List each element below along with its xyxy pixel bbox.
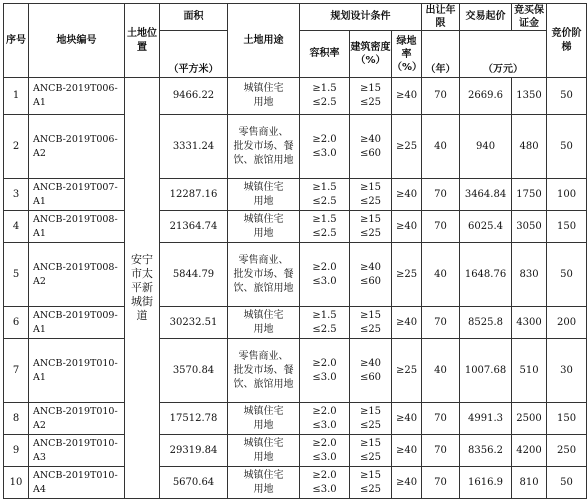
cell-seq: 8	[4, 403, 29, 435]
cell-green: ≥40	[392, 211, 422, 243]
cell-use	[228, 179, 300, 211]
header-area: 面积	[160, 4, 228, 31]
cell-density-line: ≥40	[359, 261, 382, 273]
cell-far	[300, 307, 350, 339]
cell-far	[300, 467, 350, 499]
cell-green: ≥40	[392, 307, 422, 339]
cell-use-line: 城镇住宅	[243, 181, 284, 193]
cell-seq: 3	[4, 179, 29, 211]
cell-density-line: ≥40	[359, 357, 382, 369]
cell-seq: 1	[4, 78, 29, 115]
header-code: 地块编号	[29, 4, 125, 78]
header-density-label: 建筑密度	[350, 42, 391, 53]
cell-deposit: 4200	[512, 435, 547, 467]
cell-use-line: 城镇住宅	[243, 469, 284, 481]
header-price-unit: （万元）	[460, 31, 547, 78]
cell-years: 70	[422, 307, 460, 339]
cell-green: ≥40	[392, 435, 422, 467]
cell-density-line: ≤25	[359, 97, 382, 108]
cell-far	[300, 115, 350, 179]
cell-far-line: ≥1.5	[312, 181, 337, 193]
cell-seq: 5	[4, 243, 29, 307]
land-auction-table-wrapper	[3, 3, 587, 499]
cell-step: 200	[547, 307, 587, 339]
cell-density-line: ≤60	[359, 371, 382, 383]
cell-step: 50	[547, 467, 587, 499]
table-row	[4, 339, 587, 403]
cell-step: 100	[547, 179, 587, 211]
cell-far-line: ≥2.0	[312, 357, 337, 369]
cell-far-line: ≤3.0	[312, 451, 337, 463]
cell-step: 30	[547, 339, 587, 403]
cell-far-line: ≥1.5	[312, 213, 337, 225]
cell-deposit: 480	[512, 115, 547, 179]
cell-density	[350, 211, 392, 243]
cell-start-price: 1007.68	[460, 339, 512, 403]
cell-deposit: 3050	[512, 211, 547, 243]
cell-use-line: 饮、旅馆用地	[233, 154, 294, 166]
cell-density-line: ≥15	[359, 83, 382, 94]
cell-far-line: ≤3.0	[312, 483, 337, 495]
cell-years: 70	[422, 403, 460, 435]
header-green-label: 绿地率	[396, 35, 417, 60]
header-plan: 规划设计条件	[300, 4, 422, 31]
table-body	[4, 78, 587, 499]
cell-density-line: ≥15	[359, 309, 382, 321]
table-row	[4, 211, 587, 243]
cell-use-line: 城镇住宅	[243, 437, 284, 449]
cell-location-line: 平新	[131, 281, 153, 294]
cell-density-line: ≤25	[359, 483, 382, 495]
cell-location-line: 城街	[131, 295, 153, 308]
header-far: 容积率	[300, 31, 350, 78]
cell-area: 5670.64	[160, 467, 228, 499]
cell-area: 3570.84	[160, 339, 228, 403]
cell-density-line: ≤60	[359, 275, 382, 287]
cell-use-line: 批发市场、餐	[233, 140, 294, 152]
cell-density-line: ≥15	[359, 213, 382, 225]
cell-seq: 10	[4, 467, 29, 499]
cell-far	[300, 211, 350, 243]
cell-code: ANCB-2019T010-A3	[29, 435, 125, 467]
cell-far	[300, 243, 350, 307]
cell-far-line: ≤3.0	[312, 419, 337, 431]
cell-far	[300, 339, 350, 403]
cell-use-line: 用地	[253, 451, 274, 463]
cell-density	[350, 339, 392, 403]
cell-area: 21364.74	[160, 211, 228, 243]
table-row	[4, 403, 587, 435]
cell-code: ANCB-2019T010-A1	[29, 339, 125, 403]
cell-use-line: 用地	[253, 483, 274, 495]
cell-area: 12287.16	[160, 179, 228, 211]
cell-code: ANCB-2019T008-A2	[29, 243, 125, 307]
header-density	[350, 31, 392, 78]
cell-green: ≥40	[392, 179, 422, 211]
cell-green: ≥25	[392, 243, 422, 307]
cell-use-line: 用地	[253, 419, 274, 431]
cell-code: ANCB-2019T006-A2	[29, 115, 125, 179]
header-seq: 序号	[4, 4, 29, 78]
header-years-unit: （年）	[422, 31, 460, 78]
cell-code: ANCB-2019T010-A4	[29, 467, 125, 499]
cell-step: 50	[547, 243, 587, 307]
table-row	[4, 467, 587, 499]
header-start-price: 交易起价	[460, 4, 512, 31]
cell-far-line: ≥1.5	[312, 83, 337, 94]
cell-density-line: ≤25	[359, 419, 382, 431]
cell-use	[228, 467, 300, 499]
cell-location	[125, 78, 160, 499]
cell-code: ANCB-2019T006-A1	[29, 78, 125, 115]
cell-code: ANCB-2019T009-A1	[29, 307, 125, 339]
cell-far-line: ≥2.0	[312, 133, 337, 145]
cell-use	[228, 307, 300, 339]
cell-location-line: 安宁	[131, 253, 153, 266]
cell-step: 50	[547, 115, 587, 179]
cell-code: ANCB-2019T007-A1	[29, 179, 125, 211]
cell-use-line: 批发市场、餐	[233, 268, 294, 280]
cell-density	[350, 467, 392, 499]
cell-seq: 6	[4, 307, 29, 339]
cell-far-line: ≥2.0	[312, 405, 337, 417]
header-location: 土地位置	[125, 4, 160, 78]
cell-use-line: 城镇住宅	[243, 405, 284, 417]
cell-green: ≥40	[392, 403, 422, 435]
cell-use-line: 零售商业、	[238, 350, 289, 362]
header-density-unit: （%）	[355, 55, 386, 66]
cell-far	[300, 179, 350, 211]
cell-density	[350, 78, 392, 115]
cell-deposit: 4300	[512, 307, 547, 339]
cell-use-line: 城镇住宅	[243, 213, 284, 225]
cell-density-line: ≤60	[359, 147, 382, 159]
cell-green: ≥25	[392, 339, 422, 403]
cell-density-line: ≥15	[359, 181, 382, 193]
table-header	[4, 4, 587, 78]
cell-seq: 4	[4, 211, 29, 243]
table-row	[4, 243, 587, 307]
cell-deposit: 510	[512, 339, 547, 403]
cell-start-price: 3464.84	[460, 179, 512, 211]
header-years: 出让年限	[422, 4, 460, 31]
cell-use	[228, 435, 300, 467]
cell-far-line: ≤3.0	[312, 275, 337, 287]
cell-green: ≥25	[392, 115, 422, 179]
cell-green: ≥40	[392, 467, 422, 499]
cell-use	[228, 115, 300, 179]
cell-years: 70	[422, 179, 460, 211]
cell-far-line: ≤3.0	[312, 147, 337, 159]
header-area-unit: （平方米）	[160, 31, 228, 78]
cell-start-price: 940	[460, 115, 512, 179]
cell-far-line: ≤2.5	[312, 227, 337, 239]
cell-use-line: 零售商业、	[238, 126, 289, 138]
cell-use-line: 饮、旅馆用地	[233, 378, 294, 390]
cell-start-price: 4991.3	[460, 403, 512, 435]
cell-years: 70	[422, 211, 460, 243]
cell-years: 40	[422, 115, 460, 179]
cell-years: 70	[422, 78, 460, 115]
cell-use	[228, 211, 300, 243]
cell-years: 70	[422, 467, 460, 499]
cell-use	[228, 243, 300, 307]
cell-start-price: 1616.9	[460, 467, 512, 499]
header-use: 土地用途	[228, 4, 300, 78]
table-row	[4, 179, 587, 211]
cell-use-line: 用地	[253, 323, 274, 335]
cell-start-price: 2669.6	[460, 78, 512, 115]
cell-use-line: 用地	[253, 97, 274, 108]
cell-far-line: ≥1.5	[312, 309, 337, 321]
cell-use	[228, 339, 300, 403]
cell-far-line: ≤2.5	[312, 97, 337, 108]
cell-density-line: ≥15	[359, 437, 382, 449]
cell-area: 5844.79	[160, 243, 228, 307]
cell-start-price: 8525.8	[460, 307, 512, 339]
cell-code: ANCB-2019T008-A1	[29, 211, 125, 243]
cell-start-price: 8356.2	[460, 435, 512, 467]
cell-far	[300, 435, 350, 467]
cell-area: 9466.22	[160, 78, 228, 115]
table-row	[4, 435, 587, 467]
cell-density-line: ≤25	[359, 451, 382, 463]
cell-far-line: ≥2.0	[312, 469, 337, 481]
cell-use-line: 批发市场、餐	[233, 364, 294, 376]
cell-density-line: ≤25	[359, 195, 382, 207]
cell-code: ANCB-2019T010-A2	[29, 403, 125, 435]
cell-use	[228, 403, 300, 435]
cell-area: 3331.24	[160, 115, 228, 179]
cell-use-line: 城镇住宅	[243, 309, 284, 321]
cell-deposit: 830	[512, 243, 547, 307]
cell-deposit: 810	[512, 467, 547, 499]
cell-deposit: 1350	[512, 78, 547, 115]
cell-density	[350, 307, 392, 339]
cell-far	[300, 78, 350, 115]
header-green-unit: （%）	[392, 61, 423, 73]
header-deposit: 竞买保证金	[512, 4, 547, 31]
land-auction-table	[3, 3, 587, 499]
cell-seq: 9	[4, 435, 29, 467]
cell-far-line: ≥2.0	[312, 437, 337, 449]
cell-density-line: ≥15	[359, 469, 382, 481]
cell-use-line: 零售商业、	[238, 254, 289, 266]
cell-use-line: 用地	[253, 227, 274, 239]
cell-density	[350, 403, 392, 435]
cell-seq: 2	[4, 115, 29, 179]
cell-location-line: 道	[136, 309, 148, 322]
cell-seq: 7	[4, 339, 29, 403]
table-row	[4, 307, 587, 339]
cell-area: 17512.78	[160, 403, 228, 435]
cell-density-line: ≤25	[359, 227, 382, 239]
cell-far-line: ≤3.0	[312, 371, 337, 383]
cell-far-line: ≤2.5	[312, 323, 337, 335]
cell-use-line: 城镇住宅	[243, 83, 284, 94]
cell-years: 40	[422, 243, 460, 307]
cell-green: ≥40	[392, 78, 422, 115]
cell-density	[350, 115, 392, 179]
table-row	[4, 78, 587, 115]
cell-use-line: 饮、旅馆用地	[233, 282, 294, 294]
cell-density-line: ≥15	[359, 405, 382, 417]
cell-step: 50	[547, 78, 587, 115]
cell-step: 150	[547, 211, 587, 243]
cell-deposit: 1750	[512, 179, 547, 211]
cell-use	[228, 78, 300, 115]
cell-start-price: 1648.76	[460, 243, 512, 307]
cell-start-price: 6025.4	[460, 211, 512, 243]
cell-years: 70	[422, 435, 460, 467]
cell-far-line: ≥2.0	[312, 261, 337, 273]
table-row	[4, 115, 587, 179]
cell-far	[300, 403, 350, 435]
cell-far-line: ≤2.5	[312, 195, 337, 207]
cell-deposit: 2500	[512, 403, 547, 435]
header-step: 竞价阶梯	[547, 4, 587, 78]
cell-area: 30232.51	[160, 307, 228, 339]
cell-density	[350, 243, 392, 307]
cell-density	[350, 179, 392, 211]
cell-density-line: ≤25	[359, 323, 382, 335]
cell-density	[350, 435, 392, 467]
cell-step: 150	[547, 403, 587, 435]
cell-use-line: 用地	[253, 195, 274, 207]
header-green	[392, 31, 422, 78]
cell-area: 29319.84	[160, 435, 228, 467]
cell-years: 40	[422, 339, 460, 403]
cell-step: 250	[547, 435, 587, 467]
cell-density-line: ≥40	[359, 133, 382, 145]
cell-location-line: 市太	[131, 267, 153, 280]
